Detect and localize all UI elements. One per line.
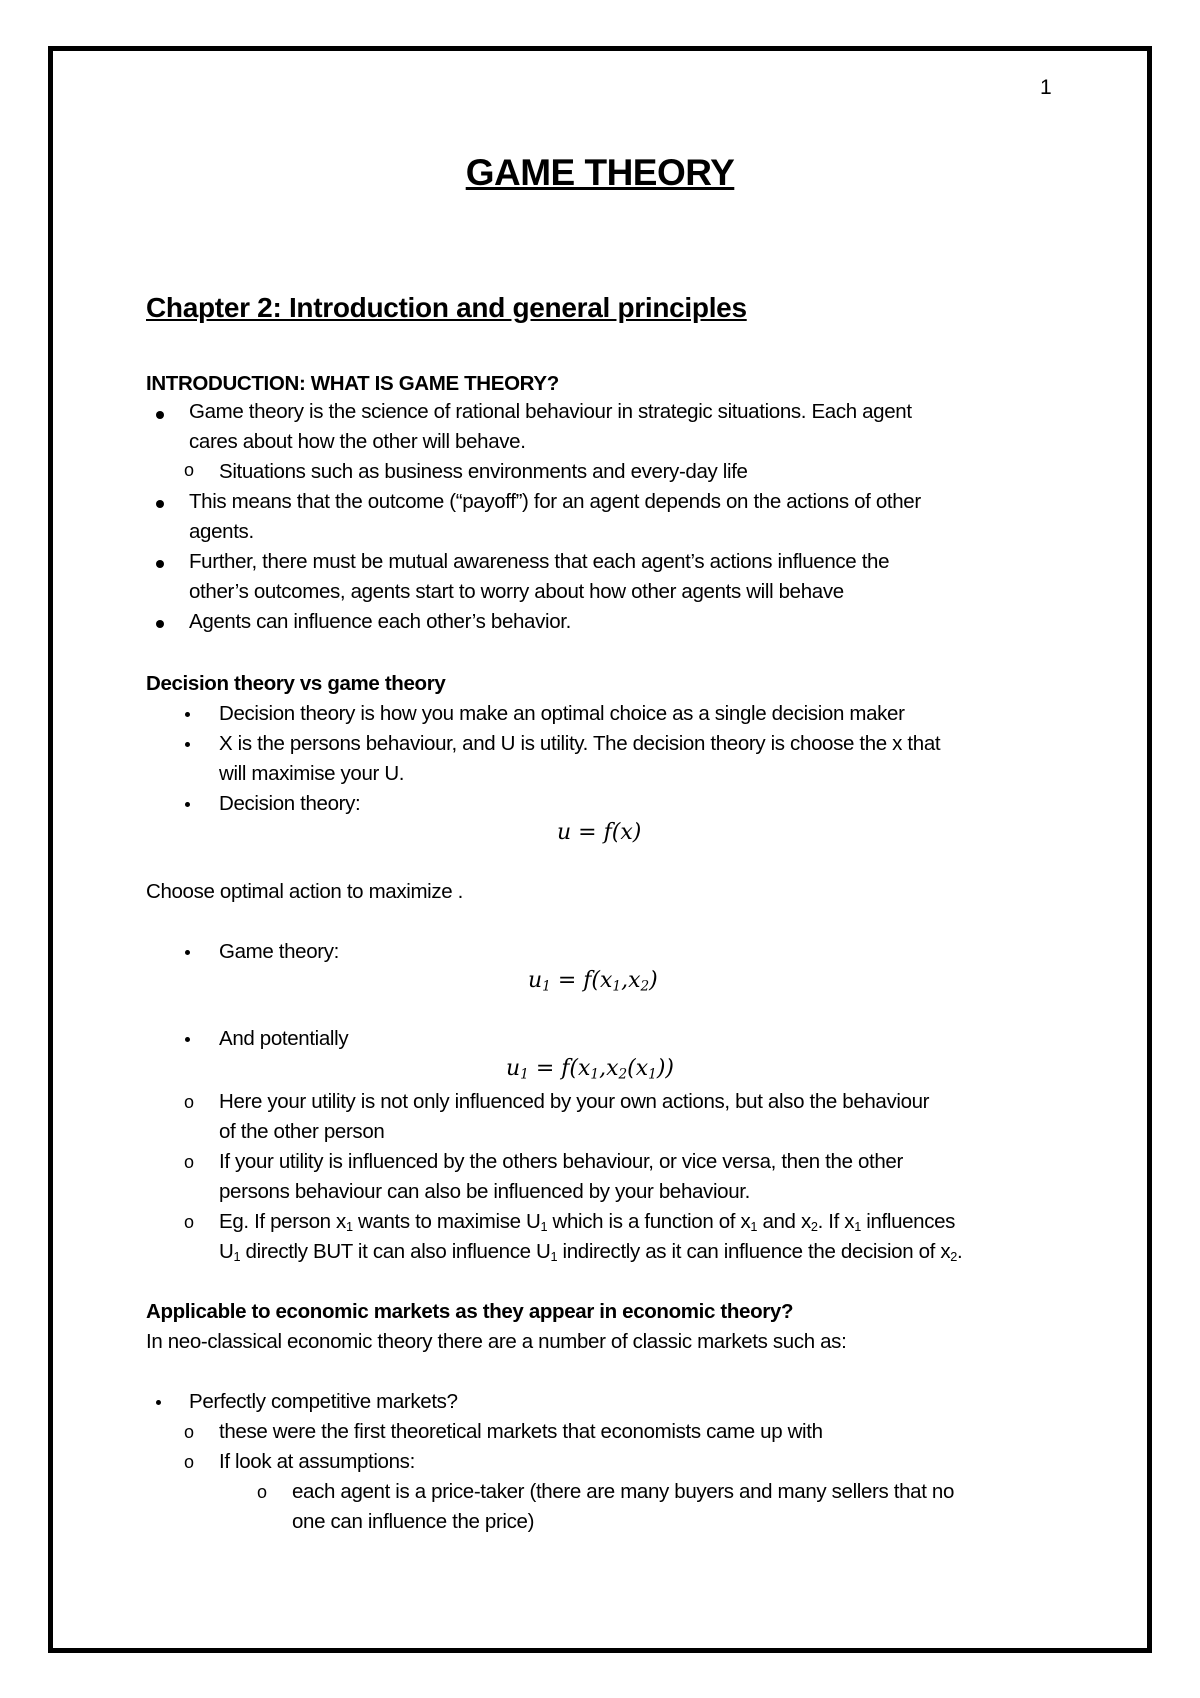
document-title: GAME THEORY	[465, 152, 735, 193]
bullet-marker	[156, 560, 164, 568]
chapter-heading: Chapter 2: Introduction and general principles	[146, 292, 747, 323]
sub-bullet-marker: o	[184, 1092, 195, 1112]
market-sub-1: these were the first theoretical markets that economists came up with	[219, 1420, 823, 1443]
decision-heading: Decision theory vs game theory	[146, 672, 446, 695]
intro-bullet-1-line-2: cares about how the other will behave.	[189, 430, 526, 453]
markets-intro: In neo-classical economic theory there are a number of classic markets such as:	[146, 1330, 847, 1353]
sub-bullet-marker: o	[184, 1152, 195, 1172]
bullet-marker	[185, 712, 190, 717]
game-sub-3-line-2: $U_1$ directly BUT it can also influence $U_1$ indirectly as it can influence the decision of $x_2$.	[219, 1240, 963, 1265]
bullet-marker	[185, 1037, 190, 1042]
intro-bullet-3-line-1: Further, there must be mutual awareness that each agent’s actions influence the	[189, 550, 890, 573]
equation-game: $u_1 = f(x_1,x_2)$	[528, 968, 658, 995]
intro-bullet-2-line-2: agents.	[189, 520, 254, 543]
sub-bullet-marker: o	[184, 1452, 195, 1472]
and-potentially-item: And potentially	[219, 1027, 349, 1050]
intro-bullet-2-line-1: This means that the outcome (“payoff”) for an agent depends on the actions of other	[189, 490, 921, 513]
bullet-marker	[156, 411, 164, 419]
bullet-marker	[156, 500, 164, 508]
intro-bullet-3-line-2: other’s outcomes, agents start to worry about how other agents will behave	[189, 580, 844, 603]
bullet-marker	[185, 950, 190, 955]
market-sub-2a-line-1: each agent is a price-taker (there are many buyers and many sellers that no	[292, 1480, 954, 1503]
decision-item-1: Decision theory is how you make an optimal choice as a single decision maker	[219, 702, 905, 725]
game-sub-1-line-1: Here your utility is not only influenced by your own actions, but also the behaviour	[219, 1090, 930, 1113]
intro-bullet-1-line-1: Game theory is the science of rational behaviour in strategic situations. Each agent	[189, 400, 912, 423]
market-sub-2a-line-2: one can influence the price)	[292, 1510, 535, 1533]
decision-item-2-line-2: will maximise your U.	[219, 762, 405, 785]
bullet-marker	[156, 620, 164, 628]
intro-sub-bullet: Situations such as business environments and every-day life	[219, 460, 748, 483]
sub-sub-bullet-marker: o	[257, 1482, 268, 1502]
game-sub-3-line-1: Eg. If person $x_1$ wants to maximise $U_1$ which is a function of $x_1$ and $x_2$. If $x_1$ influences	[219, 1210, 956, 1235]
decision-item-2-line-1: X is the persons behaviour, and U is utility. The decision theory is choose the x that	[219, 732, 941, 755]
bullet-marker	[185, 802, 190, 807]
market-perfect-competition: Perfectly competitive markets?	[189, 1390, 458, 1413]
bullet-marker	[185, 742, 190, 747]
markets-heading: Applicable to economic markets as they appear in economic theory?	[146, 1300, 794, 1323]
game-sub-2-line-2: persons behaviour can also be influenced by your behaviour.	[219, 1180, 750, 1203]
bullet-marker	[156, 1400, 161, 1405]
equation-decision: u = f(x)	[557, 820, 642, 845]
game-sub-1-line-2: of the other person	[219, 1120, 385, 1143]
intro-bullet-4: Agents can influence each other’s behavior.	[189, 610, 571, 633]
sub-bullet-marker: o	[184, 1422, 195, 1442]
game-sub-2-line-1: If your utility is influenced by the others behaviour, or vice versa, then the other	[219, 1150, 903, 1173]
decision-item-3: Decision theory:	[219, 792, 361, 815]
game-theory-item: Game theory:	[219, 940, 339, 963]
intro-heading: INTRODUCTION: WHAT IS GAME THEORY?	[146, 372, 559, 395]
page-number: 1	[1040, 76, 1052, 99]
equation-game-indirect: $u_1 = f(x_1,x_2(x_1))$	[506, 1056, 674, 1083]
market-sub-2: If look at assumptions:	[219, 1450, 415, 1473]
choose-optimal-text: Choose optimal action to maximize .	[146, 880, 464, 903]
sub-bullet-marker: o	[184, 460, 195, 480]
sub-bullet-marker: o	[184, 1212, 195, 1232]
